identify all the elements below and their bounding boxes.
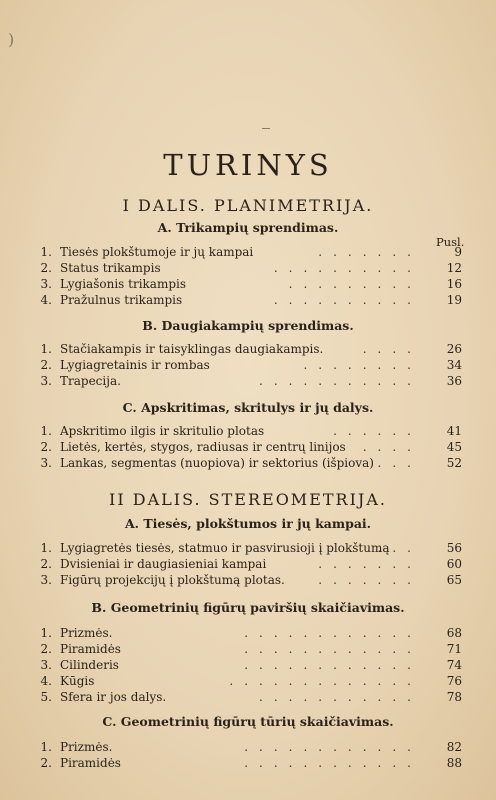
- entry-title: Lietės, kertės, stygos, radiusas ir centrų linijos: [60, 440, 346, 454]
- part-title-2: II DALIS. STEREOMETRIJA.: [109, 490, 387, 509]
- entry-number: 1.: [40, 626, 52, 640]
- dot-leader: .............: [229, 674, 422, 688]
- dot-leader: .......: [318, 557, 422, 571]
- dot-leader: ...........: [259, 690, 422, 704]
- entry-page: 45: [446, 440, 462, 454]
- entry-number: 3.: [40, 573, 52, 587]
- section-title-2c: C. Geometrinių figūrų tūrių skaičiavimas.: [102, 714, 394, 729]
- entry-number: 3.: [40, 456, 52, 470]
- toc-entry: [28, 341, 462, 357]
- dot-leader: ...: [377, 541, 422, 555]
- section-title-1b: B. Daugiakampių sprendimas.: [142, 318, 354, 333]
- entry-title: Dvisieniai ir daugiasieniai kampai: [60, 557, 267, 571]
- toc-entry: [28, 455, 462, 471]
- entry-page: 56: [446, 541, 462, 555]
- entry-title: Sfera ir jos dalys.: [60, 690, 167, 704]
- entry-number: 3.: [40, 374, 52, 388]
- dash-mark: [262, 128, 270, 129]
- toc-entry: [28, 657, 462, 673]
- dot-leader: ....: [362, 440, 422, 454]
- toc-entry: [28, 689, 462, 705]
- entry-number: 2.: [40, 358, 52, 372]
- section-title-2a: A. Tiesės, plokštumos ir jų kampai.: [124, 516, 372, 531]
- entry-page: 88: [446, 756, 462, 770]
- entry-page: 82: [446, 740, 462, 754]
- entry-number: 5.: [40, 690, 52, 704]
- entry-page: 19: [446, 293, 462, 307]
- dot-leader: ............: [244, 626, 422, 640]
- toc-entry: [28, 244, 462, 260]
- dot-leader: ............: [244, 658, 422, 672]
- entry-number: 1.: [40, 424, 52, 438]
- entry-title: Lankas, segmentas (nuopiova) ir sektorius (išpiova): [60, 456, 374, 470]
- dot-leader: ..........: [273, 293, 422, 307]
- entry-number: 2.: [40, 557, 52, 571]
- entry-title: Status trikampis: [60, 261, 161, 275]
- dot-leader: ........: [303, 358, 422, 372]
- entry-title: Kūgis: [60, 674, 95, 688]
- toc-entry: [28, 260, 462, 276]
- toc-entry: [28, 739, 462, 755]
- entry-page: 26: [446, 342, 462, 356]
- page-column-label: Pusl.: [436, 235, 465, 249]
- entry-number: 2.: [40, 642, 52, 656]
- entry-page: 9: [454, 245, 462, 259]
- entry-number: 1.: [40, 342, 52, 356]
- dot-leader: ...........: [259, 374, 422, 388]
- part-title-1: I DALIS. PLANIMETRIJA.: [122, 196, 374, 215]
- section-title-2b: B. Geometrinių figūrų paviršių skaičiavimas.: [91, 600, 405, 615]
- dot-leader: .......: [318, 245, 422, 259]
- entry-title: Piramidės: [60, 642, 121, 656]
- entry-number: 1.: [40, 541, 52, 555]
- entry-number: 1.: [40, 245, 52, 259]
- section-title-1a: A. Trikampių sprendimas.: [157, 220, 339, 235]
- entry-number: 4.: [40, 674, 52, 688]
- entry-number: 2.: [40, 261, 52, 275]
- toc-entry: [28, 625, 462, 641]
- contents-title: TURINYS: [163, 148, 333, 182]
- entry-page: 71: [446, 642, 462, 656]
- entry-title: Lygiagretainis ir rombas: [60, 358, 210, 372]
- entry-title: Pražulnus trikampis: [60, 293, 183, 307]
- entry-page: 68: [446, 626, 462, 640]
- entry-page: 76: [446, 674, 462, 688]
- toc-entry: [28, 276, 462, 292]
- entry-title: Trapecija.: [60, 374, 121, 388]
- entry-title: Cilinderis: [60, 658, 119, 672]
- toc-entry: [28, 556, 462, 572]
- dot-leader: .........: [288, 277, 422, 291]
- section-title-1c: C. Apskritimas, skritulys ir jų dalys.: [122, 400, 374, 415]
- dot-leader: ......: [333, 424, 422, 438]
- entry-page: 52: [446, 456, 462, 470]
- toc-entry: [28, 540, 462, 556]
- toc-entry: [28, 439, 462, 455]
- entry-title: Lygiagretės tiesės, statmuo ir pasvirusioji į plokštumą: [60, 541, 390, 555]
- entry-number: 3.: [40, 277, 52, 291]
- dot-leader: ....: [362, 342, 422, 356]
- entry-title: Tiesės plokštumoje ir jų kampai: [60, 245, 254, 259]
- toc-entry: [28, 755, 462, 771]
- toc-entry: [28, 292, 462, 308]
- entry-page: 34: [446, 358, 462, 372]
- toc-entry: [28, 357, 462, 373]
- entry-page: 65: [446, 573, 462, 587]
- entry-number: 2.: [40, 756, 52, 770]
- toc-entry: [28, 373, 462, 389]
- entry-title: Prizmės.: [60, 740, 113, 754]
- dot-leader: .......: [318, 573, 422, 587]
- entry-page: 12: [446, 261, 462, 275]
- entry-page: 78: [446, 690, 462, 704]
- entry-page: 74: [446, 658, 462, 672]
- entry-page: 16: [446, 277, 462, 291]
- dot-leader: ...: [377, 456, 422, 470]
- entry-number: 2.: [40, 440, 52, 454]
- dot-leader: ............: [244, 642, 422, 656]
- margin-mark: ): [8, 30, 15, 49]
- entry-title: Stačiakampis ir taisyklingas daugiakampis.: [60, 342, 324, 356]
- entry-page: 60: [446, 557, 462, 571]
- dot-leader: ............: [244, 756, 422, 770]
- toc-entry: [28, 641, 462, 657]
- entry-number: 3.: [40, 658, 52, 672]
- entry-page: 41: [446, 424, 462, 438]
- toc-entry: [28, 572, 462, 588]
- entry-title: Prizmės.: [60, 626, 113, 640]
- toc-entry: [28, 423, 462, 439]
- entry-page: 36: [446, 374, 462, 388]
- dot-leader: ..........: [273, 261, 422, 275]
- entry-title: Piramidės: [60, 756, 121, 770]
- entry-title: Figūrų projekcijų į plokštumą plotas.: [60, 573, 285, 587]
- entry-number: 1.: [40, 740, 52, 754]
- toc-entry: [28, 673, 462, 689]
- dot-leader: ............: [244, 740, 422, 754]
- entry-title: Lygiašonis trikampis: [60, 277, 187, 291]
- entry-number: 4.: [40, 293, 52, 307]
- entry-title: Apskritimo ilgis ir skritulio plotas: [60, 424, 265, 438]
